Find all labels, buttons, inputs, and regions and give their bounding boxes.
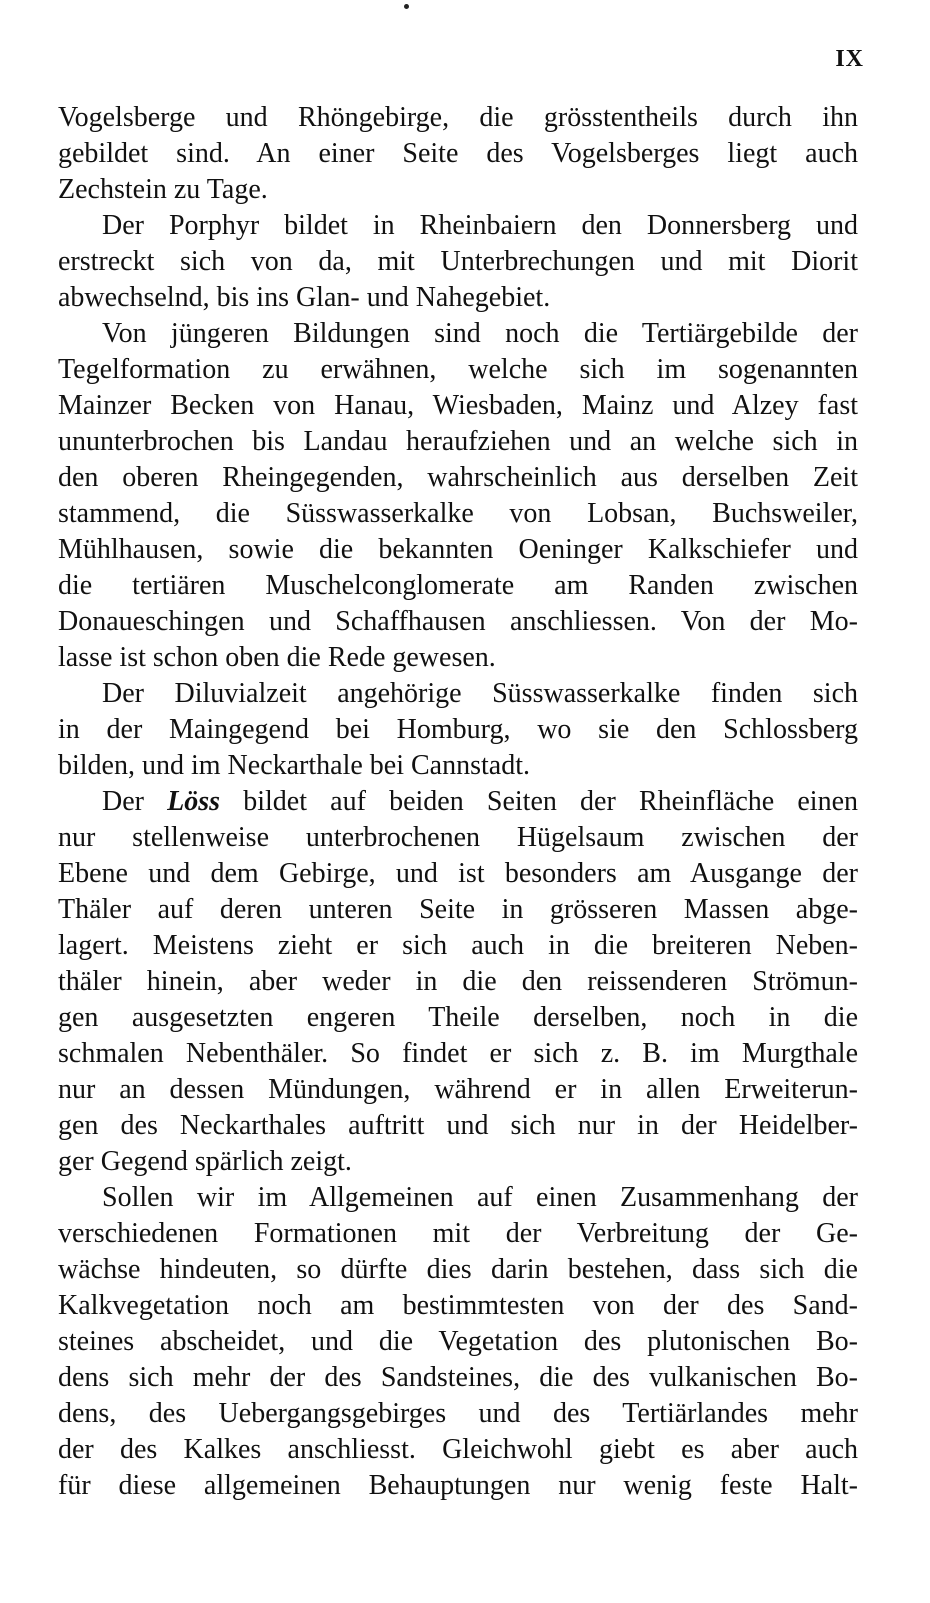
text-line: steines abscheidet, und die Vegetation des plutonischen Bo- xyxy=(58,1326,858,1357)
page-number: IX xyxy=(835,46,864,72)
text-line: lasse ist schon oben die Rede gewesen. xyxy=(58,642,496,673)
text-line: ger Gegend spärlich zeigt. xyxy=(58,1146,352,1177)
text-line: dens, des Uebergangsgebirges und des Tertiärlandes mehr xyxy=(58,1398,858,1429)
line-rest: bildet auf beiden Seiten der Rheinfläche einen xyxy=(243,786,859,817)
text-line: Mainzer Becken von Hanau, Wiesbaden, Mainz und Alzey fast xyxy=(58,390,858,421)
text-line: gebildet sind. An einer Seite des Vogelsberges liegt auch xyxy=(58,138,858,169)
paragraph xyxy=(58,316,858,676)
text-line: Sollen wir im Allgemeinen auf einen Zusammenhang der xyxy=(102,1182,858,1213)
text-line: abwechselnd, bis ins Glan- und Nahegebiet. xyxy=(58,282,551,313)
text-line: Tegelformation zu erwähnen, welche sich im sogenannten xyxy=(58,354,858,385)
text-line: Ebene und dem Gebirge, und ist besonders am Ausgange der xyxy=(58,858,858,889)
text-line: die tertiären Muschelconglomerate am Randen zwischen xyxy=(58,570,858,601)
text-line: nur stellenweise unterbrochenen Hügelsaum zwischen der xyxy=(58,822,858,853)
paragraph xyxy=(58,784,858,1180)
text-line: Zechstein zu Tage. xyxy=(58,174,268,205)
text-line: der des Kalkes anschliesst. Gleichwohl giebt es aber auch xyxy=(58,1434,858,1465)
emphasized-term: Löss xyxy=(167,786,221,817)
paragraph xyxy=(58,1180,858,1504)
text-line: den oberen Rheingegenden, wahrscheinlich aus derselben Zeit xyxy=(58,462,858,493)
line-start: Der xyxy=(102,786,144,817)
text-line: bilden, und im Neckarthale bei Cannstadt. xyxy=(58,750,530,781)
text-line: für diese allgemeinen Behauptungen nur wenig feste Halt- xyxy=(58,1470,858,1501)
text-line: Thäler auf deren unteren Seite in grösseren Massen abge- xyxy=(58,894,858,925)
print-speck xyxy=(404,4,409,9)
paragraph xyxy=(58,100,858,208)
text-line xyxy=(58,784,858,820)
text-line: nur an dessen Mündungen, während er in allen Erweiterun- xyxy=(58,1074,858,1105)
text-line: gen ausgesetzten engeren Theile derselben, noch in die xyxy=(58,1002,858,1033)
text-line: Vogelsberge und Rhöngebirge, die grösstentheils durch ihn xyxy=(58,102,858,133)
text-line: stammend, die Süsswasserkalke von Lobsan, Buchsweiler, xyxy=(58,498,858,529)
text-line: schmalen Nebenthäler. So findet er sich z. B. im Murgthale xyxy=(58,1038,858,1069)
text-line: ununterbrochen bis Landau heraufziehen und an welche sich in xyxy=(58,426,858,457)
body-text xyxy=(58,100,858,1504)
text-line: thäler hinein, aber weder in die den reissenderen Strömun- xyxy=(58,966,858,997)
paragraph xyxy=(58,208,858,316)
text-line: Von jüngeren Bildungen sind noch die Tertiärgebilde der xyxy=(102,318,858,349)
text-line: Mühlhausen, sowie die bekannten Oeninger Kalkschiefer und xyxy=(58,534,858,565)
text-line: Der Porphyr bildet in Rheinbaiern den Donnersberg und xyxy=(102,210,858,241)
text-line: dens sich mehr der des Sandsteines, die des vulkanischen Bo- xyxy=(58,1362,858,1393)
text-line: gen des Neckarthales auftritt und sich nur in der Heidelber- xyxy=(58,1110,858,1141)
text-line: wächse hindeuten, so dürfte dies darin bestehen, dass sich die xyxy=(58,1254,858,1285)
text-line: verschiedenen Formationen mit der Verbreitung der Ge- xyxy=(58,1218,858,1249)
paragraph xyxy=(58,676,858,784)
text-line: in der Maingegend bei Homburg, wo sie den Schlossberg xyxy=(58,714,858,745)
text-line: Kalkvegetation noch am bestimmtesten von der des Sand- xyxy=(58,1290,858,1321)
text-line: erstreckt sich von da, mit Unterbrechungen und mit Diorit xyxy=(58,246,858,277)
text-line: lagert. Meistens zieht er sich auch in die breiteren Neben- xyxy=(58,930,858,961)
text-line: Donaueschingen und Schaffhausen anschliessen. Von der Mo- xyxy=(58,606,858,637)
text-line: Der Diluvialzeit angehörige Süsswasserkalke finden sich xyxy=(102,678,858,709)
